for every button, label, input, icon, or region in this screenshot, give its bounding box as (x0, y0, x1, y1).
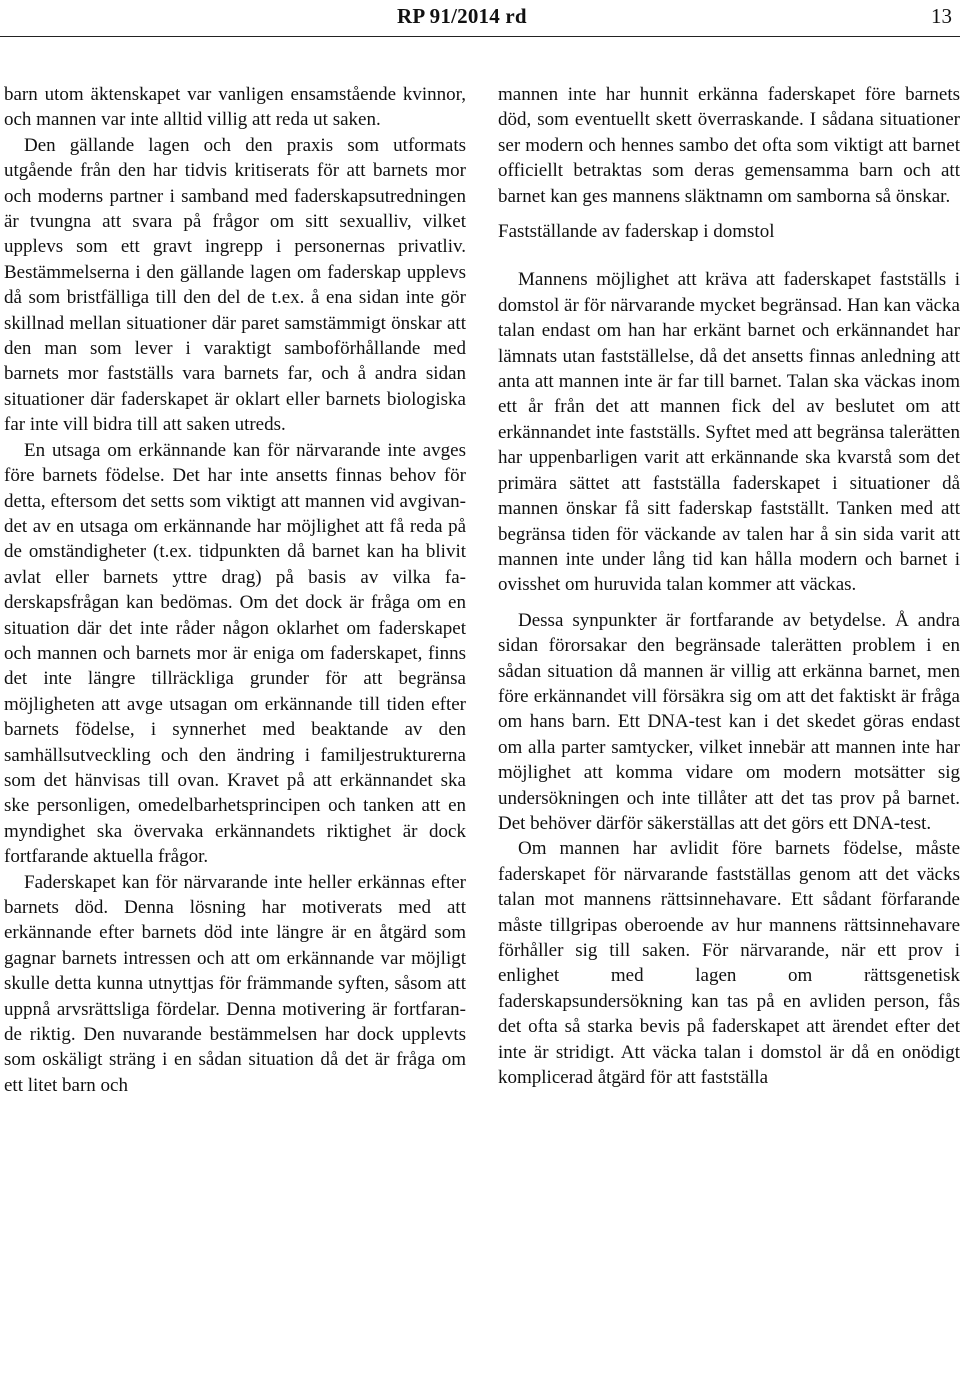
paragraph: Mannens möjlighet att kräva att faderskapet fastställs i domstol är för närvarande mycket begränsad. Han kan väcka talan endast om han har erkänt barnet och erkännandet har lämnats utan fastställelse, då det ansetts finnas anledning att anta att mannen inte är far till barnet. Talan ska väckas inom ett år från det att mannen fick del av beslutet om att erkännandet inte fastställs. Syftet med att begränsa talerätten har uppenbarligen varit att erkännande ska kvarstå som det primära sättet att fastställa faderskapet i situationer då mannen önskar få sitt faderskap fastställt. Tanken med att begränsa tiden för väckande av talen har å sin sida varit att mannen inte under lång tid kan hålla modern och barnet i ovisshet om huruvida talan kommer att väckas. (498, 269, 960, 596)
right-column (498, 82, 960, 1090)
paragraph: Om mannen har avlidit före barnets födelse, måste faderskapet för närvarande fastställas genom att det väcks talan mot mannens rättsinnehavare. Ett sådant förfarande måste tillgripas oberoende av hur mannens rättsinnehavare förhåller sig till saken. För närvarande, när ett prov i enlighet med lagen om rättsgenetisk faderskapsundersökning kan tas på en avliden person, fås det ofta så starka bevis på faderskapet att ärendet efter det inte är stridigt. Att väcka talan i domstol är då en onödigt komplicerad åtgärd för att fastställa (498, 838, 960, 1089)
paragraph: Den gällande lagen och den praxis som utformats utgående från den har tidvis kritiserats för att barnets mor och moderns partner i samband med faderskapsutredningen är tvungna att svara på frågor om sitt sexualliv, vilket upplevs som ett gravt ingrepp i personernas privatliv. Bestämmelserna i den gällande lagen om faderskap upplevs då som bristfälliga till den del de t.ex. å ena sidan inte gör skillnad mellan situationer där paret samstämmigt önskar att den man som lever i varaktigt samboförhållande med barnets mor fastställs vara barnets far, och å andra sidan situationer där faderskapet är oklart eller barnets biologiska far inte vill bidra till att saken utreds. (4, 134, 466, 436)
page-header (0, 0, 960, 40)
paragraph: mannen inte har hunnit erkänna faderskapet före barnets död, som eventuellt skett överraskande. I sådana situationer ser modern och hennes sambo det ofta som viktigt att barnet officiellt betraktas som deras gemensamma barn och att barnet kan ges mannens släktnamn om samborna så önskar. (498, 84, 960, 207)
paragraph: En utsaga om erkännande kan för närvarande inte avges före barnets födelse. Det har inte ansetts finnas behov för detta, eftersom det setts som viktigt att mannen vid avgivandet av en utsaga om erkännande har möjlighet att få reda på de omständigheter (t.ex. tidpunkten då barnet kan ha blivit avlat eller barnets yttre drag) på basis av vilka faderskapsfrågan kan bedömas. Om det dock är fråga om en situation där det inte råder någon oklarhet om faderskapet och mannen och barnets mor är eniga om faderskapet, finns det inte längre tillräckliga grunder för att begränsa möjligheten att avge utsagan om erkännande till tiden efter barnets födelse, i synnerhet med beaktande av den samhällsutveckling och den ändring i familjestrukturerna som det hänvisas till ovan. Kravet på att erkännandet ska ske personligen, omedelbarhetsprincipen och tanken att en myndighet ska övervaka erkännandets riktighet är dock fortfarande aktuella frågor. (4, 439, 466, 868)
paragraph: Faderskapet kan för närvarande inte heller erkännas efter barnets död. Denna lösning har motiverats med att erkännande efter barnets död inte längre är en åtgärd som gagnar barnets intressen och att om erkännande var möjligt skulle detta kunna utnyttjas för främmande syften, såsom att uppnå arvsrättsliga fördelar. Denna motivering är fortfarande riktig. Den nuvarande bestämmelsen har dock upplevts som oskäligt sträng i en sådan situation då det är fråga om ett litet barn och (4, 871, 466, 1096)
document-reference: RP 91/2014 rd (397, 4, 527, 28)
paragraph: Dessa synpunkter är fortfarande av betydelse. Å andra sidan förorsakar den begränsade talerätten problem i en sådan situation då mannen är villig att erkänna barnet, men före erkännandet vill försäkra sig om att det faktiskt är fråga om hans barn. Ett DNA-test kan i det skedet göras endast om alla parter samtycker, vilket innebär att mannen inte har möjlighet att komma vidare om modern motsätter sig undersökningen och inte tillåter att det tas prov på barnet. Det behöver därför säkerställas att det görs ett DNA-test. (498, 609, 960, 834)
page-number: 13 (931, 4, 952, 28)
header-divider (0, 36, 960, 37)
section-heading: Fastställande av faderskap i domstol (498, 221, 775, 243)
paragraph: barn utom äktenskapet var vanligen ensamstående kvinnor, och mannen var inte alltid villig att reda ut saken. (4, 84, 466, 131)
left-column (4, 82, 466, 1098)
